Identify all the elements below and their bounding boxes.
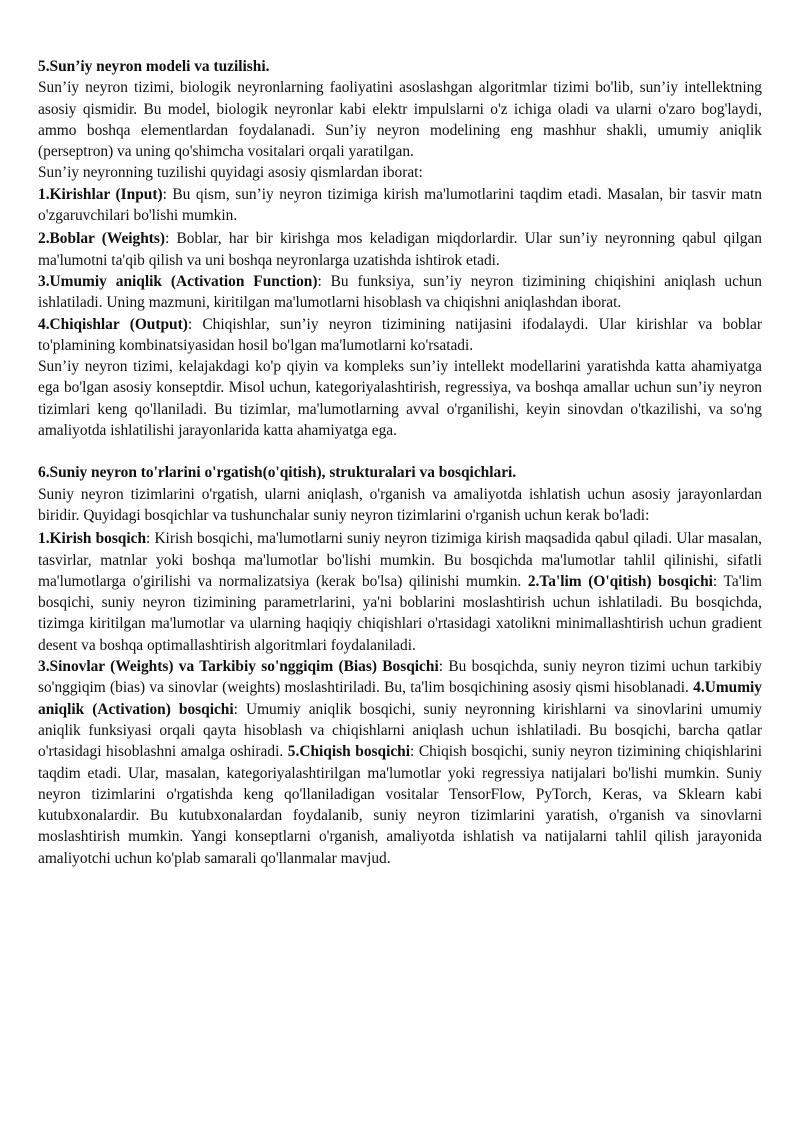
structure-item-output [38,314,762,357]
structure-item-text: : Bu qism, sun’iy neyron tizimiga kirish ma'lumotlarini taqdim etadi. Masalan, bir tasvir matn o'zgaruvchilari bo'lishi mumkin. [38,185,762,225]
structure-item-term: 2.Boblar (Weights) [38,230,166,248]
stage-text: : Chiqish bosqichi, suniy neyron tizimining chiqishlarini taqdim etadi. Ular, masalan, kategoriyalashtirilgan ma'lumotlar yoki regressiya natijalari bo'lishi mumkin. Suniy neyron tizimlarini o'rgatishda keng qo'llaniladigan vositalar TensorFlow, PyTorch, Keras, va Sklearn kabi kutubxonalardir. Bu kutubxonalardan foydalanib, suniy neyron tizimlarini yaratish, o'rganish va sinovlarni moslashtirish mumkin. Yangi konseptlarni o'rganish, amaliyotda ishlatish va natijalarni tahlil qilish jarayonida amaliyotchi uchun ko'plab samarali qo'llanmalar mavjud. [38,743,762,867]
section-6-paragraph-1 [38,528,762,656]
section-5-conclusion: Sun’iy neyron tizimi, kelajakdagi ko'p qiyin va kompleks sun’iy intellekt modellarini yaratishda katta ahamiyatga ega bo'lgan asosiy konseptdir. Misol uchun, kategoriyalashtirish, regressiya, va boshqa amallar uchun sun’iy neyron tizimlari keng qo'llaniladi. Bu tizimlar, ma'lumotlarning avval o'rganilishi, keyin sinovdan o'tkazilishi, va so'ng amaliyotda ishlatilishi jarayonlarida katta ahamiyatga ega. [38,358,762,440]
section-separator [38,441,762,462]
section-6-paragraph-2 [38,656,762,869]
structure-item-text: : Bu funksiya, sun’iy neyron tizimining chiqishini aniqlash uchun ishlatiladi. Uning mazmuni, kiritilgan ma'lumotlarni hisoblash va chiqishni aniqlashdan iborat. [38,272,762,312]
structure-item-input [38,184,762,227]
structure-item-weights [38,228,762,271]
structure-item-text: : Boblar, har bir kirishga mos keladigan miqdorlardir. Ular sun’iy neyronning qabul qilgan ma'lumotni ta'qib qilish va uni boshqa neyronlarga uzatishda ishtirok etadi. [38,230,762,269]
section-6-title: 6.Suniy neyron to'rlarini o'rgatish(o'qitish), strukturalari va bosqichlari. [38,464,517,482]
stage-text: : Bu bosqichda, suniy neyron tizimi uchun tarkibiy so'nggiqim (bias) va sinovlar (weights) moslashtiriladi. Bu, ta'lim bosqichining asosiy qismi hisoblanadi. [38,658,763,697]
stage-term: 2.Ta'lim (O'qitish) bosqichi [527,572,713,590]
stage-term: 3.Sinovlar (Weights) va Tarkibiy so'nggiqim (Bias) Bosqichi [38,658,439,676]
structure-item-activation [38,271,762,314]
structure-item-text: : Chiqishlar, sun’iy neyron tizimining natijasini ifodalaydi. Ular kirishlar va boblar to'plamining kombinatsiyasidan hosil bo'lgan ma'lumotlarni ko'rsatadi. [38,315,762,354]
stage-text: : Ta'lim bosqichi, suniy neyron tizimining parametrlarini, ya'ni boblarini moslashtirish uchun ishlatiladi. Bu bosqichda, tizimga kiritilgan ma'lumotlar va ularning haqiqiy chiqishlari o'rtasidagi xatolikni minimallashtirish uchun gradient desent va boshqa optimallashtirish algoritmlari foydalaniladi. [38,572,762,654]
stage-text: : Umumiy aniqlik bosqichi, suniy neyronning kirishlarni va sinovlarini umumiy aniqlik funksiyasi orqali qayta hisoblash va chiqishlarni aniqlash uchun ishlatiladi. Bu bosqichi, barcha qatlar o'rtasidagi hisoblashni amalga oshiradi. [38,700,763,761]
section-6-intro: Suniy neyron tizimlarini o'rgatish, ularni aniqlash, o'rganish va amaliyotda ishlatish uchun asosiy jarayonlardan biridir. Quyidagi bosqichlar va tushunchalar suniy neyron tizimlarini o'rganish uchun kerak bo'ladi: [38,485,762,524]
structure-item-term: 4.Chiqishlar (Output) [38,315,188,333]
stage-term: 1.Kirish bosqich [38,530,147,548]
structure-item-term: 3.Umumiy aniqlik (Activation Function) [38,272,318,290]
structure-item-term: 1.Kirishlar (Input) [38,185,163,203]
section-5-structure-intro: Sun’iy neyronning tuzilishi quyidagi asosiy qismlardan iborat: [38,164,423,182]
stage-term: 4.Umumiy aniqlik (Activation) bosqichi [38,679,762,718]
stage-term: 5.Chiqish bosqichi [287,743,411,761]
stage-text: : Kirish bosqichi, ma'lumotlarni suniy neyron tizimiga kirish maqsadida qabul qiladi. Ular masalan, tasvirlar, matnlar yoki boshqa ma'lumotlar bo'lishi mumkin. Bu bosqichda ma'lumotlar tahlil qilinishi, sifatli ma'lumotlarga o'girilishi va normalizatsiya (kerak bo'lsa) qilinishi mumkin. [38,530,763,590]
section-5-title: 5.Sun’iy neyron modeli va tuzilishi. [38,58,270,75]
document-page [38,56,762,869]
section-5-intro: Sun’iy neyron tizimi, biologik neyronlarning faoliyatini asoslashgan algoritmlar tizimi bo'lib, sun’iy intellektning asosiy qismidir. Bu model, biologik neyronlar kabi elektr impulslarni o'z ichiga oladi va ularni o'zaro bog'laydi, ammo boshqa elementlardan foydalanadi. Sun’iy neyron modelining eng mashhur shakli, umumiy aniqlik (perseptron) va uning qo'shimcha vositalari orqali yaratilgan. [38,79,762,161]
